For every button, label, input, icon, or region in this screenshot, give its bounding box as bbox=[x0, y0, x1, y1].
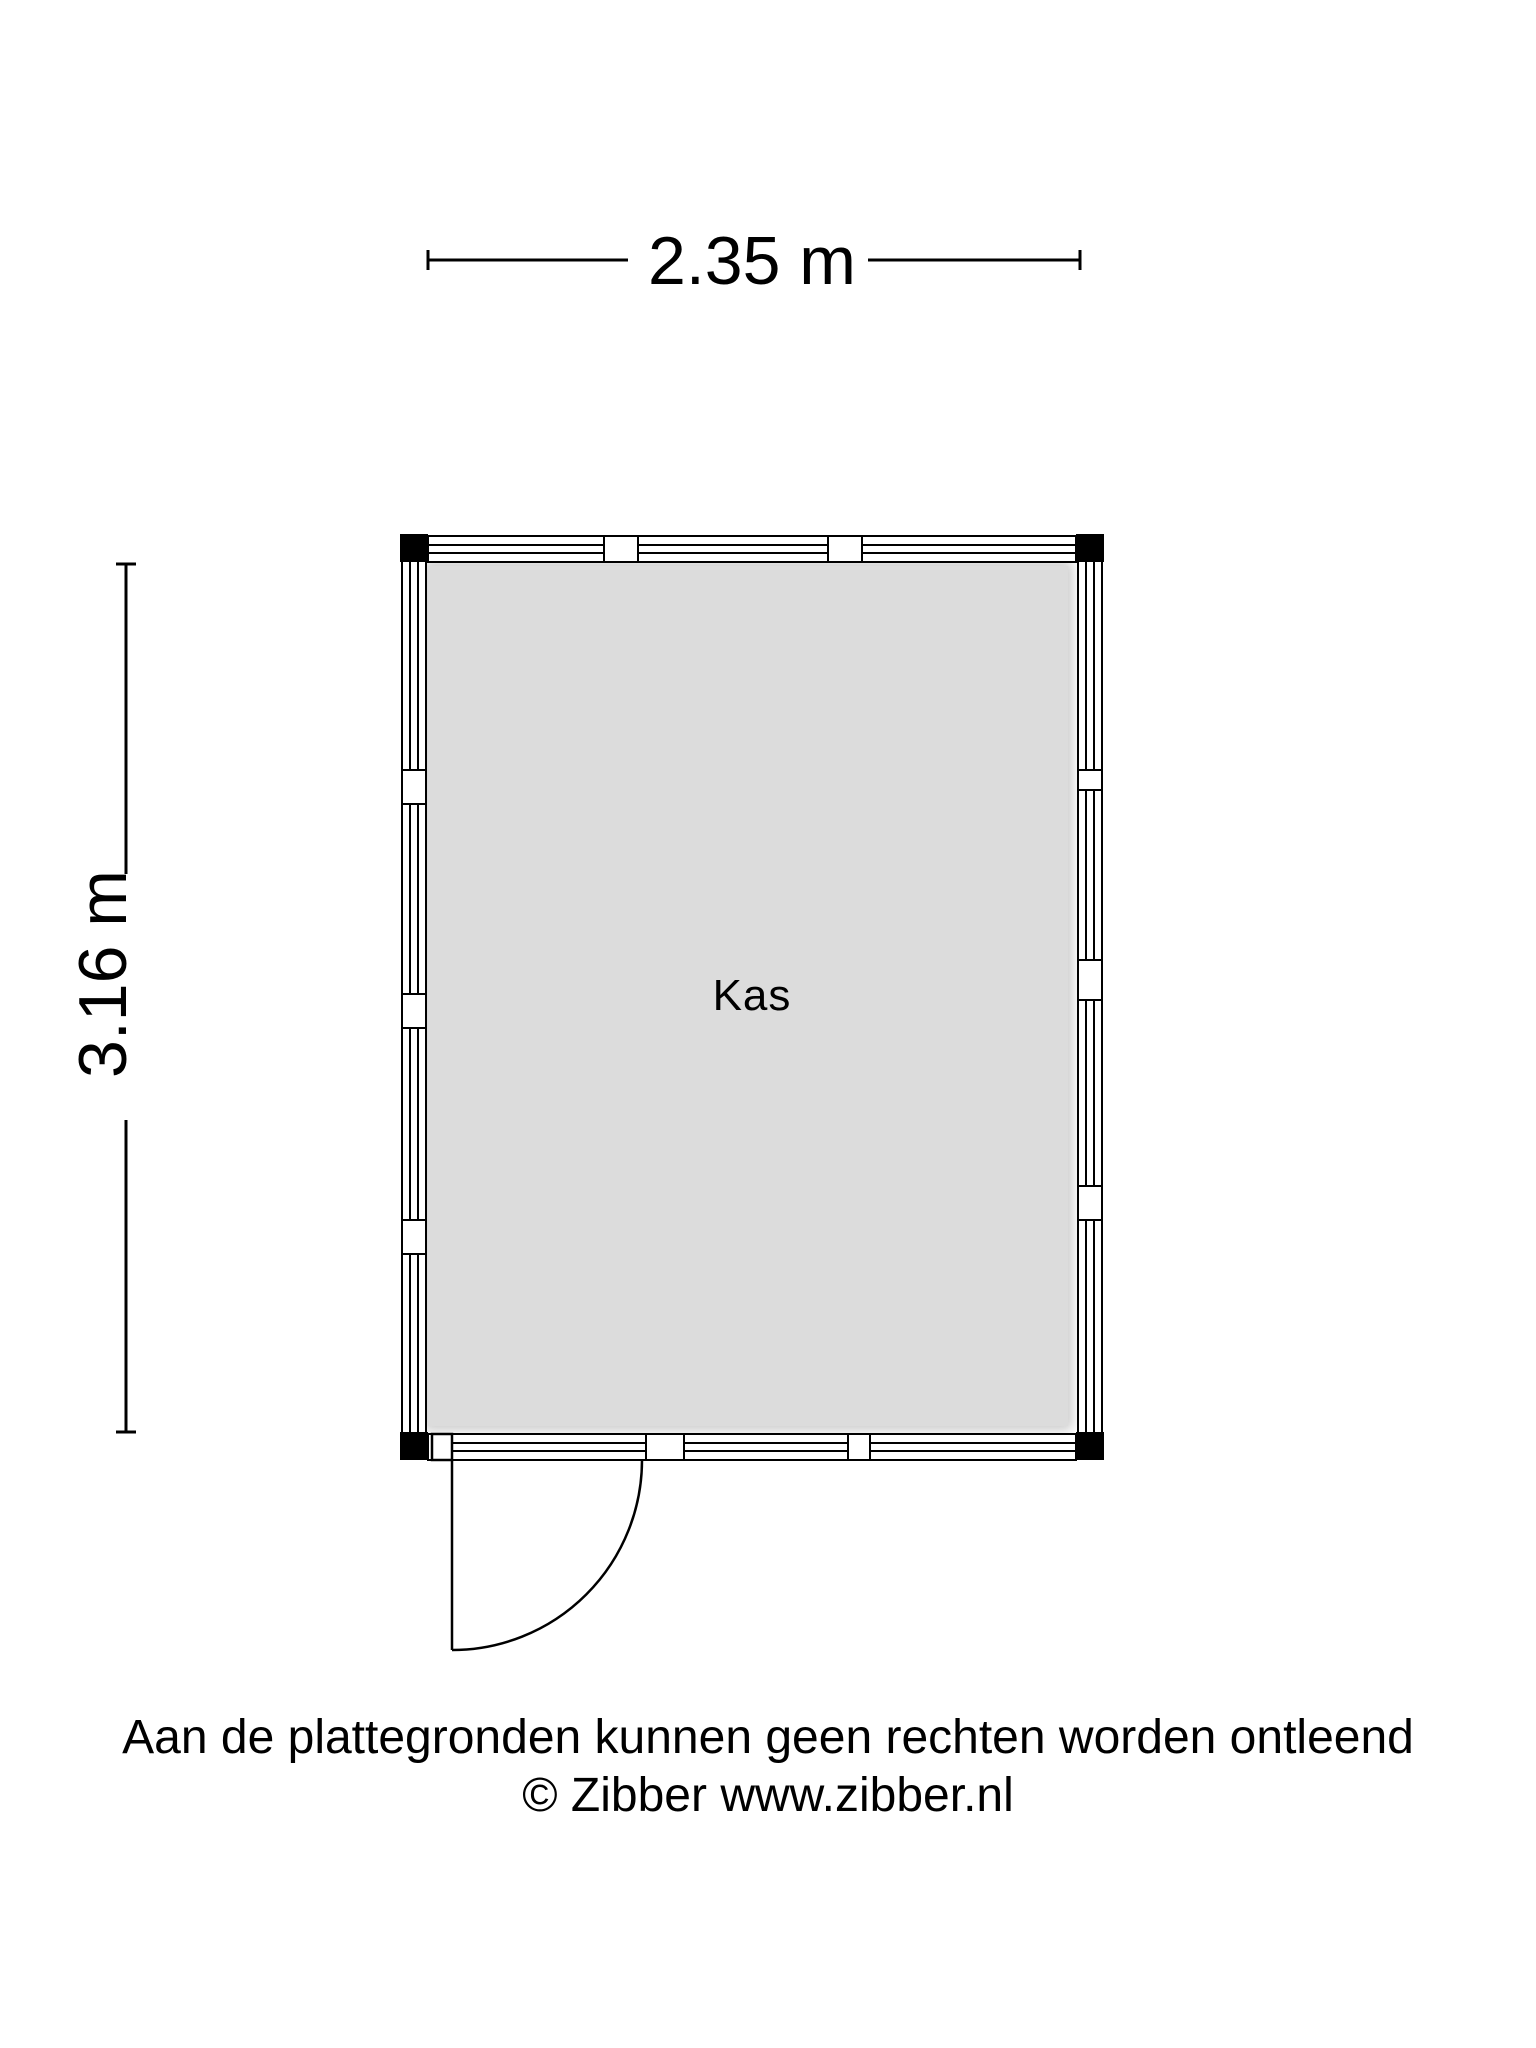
depth-dimension bbox=[65, 564, 141, 1432]
depth-label: 3.16 m bbox=[65, 870, 141, 1078]
room-kas bbox=[424, 562, 1072, 1430]
door-swing-arc bbox=[452, 1460, 642, 1650]
disclaimer-text: Aan de plattegronden kunnen geen rechten worden ontleend bbox=[122, 1711, 1414, 1764]
door bbox=[432, 1434, 642, 1650]
width-label: 2.35 m bbox=[648, 223, 856, 299]
copyright-text: © Zibber www.zibber.nl bbox=[522, 1769, 1014, 1822]
width-dimension bbox=[428, 223, 1080, 299]
room-label: Kas bbox=[712, 971, 792, 1020]
